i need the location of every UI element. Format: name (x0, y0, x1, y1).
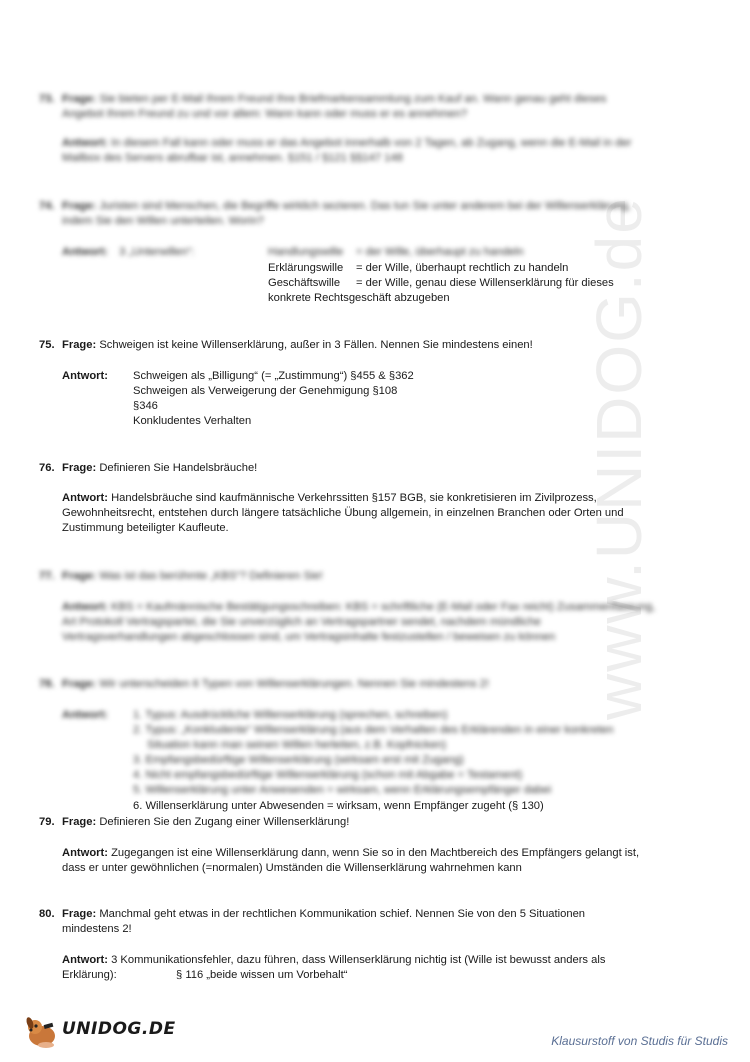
wille-term: Erklärungswille (268, 262, 344, 274)
watermark: www.UNIDOG.de (583, 196, 655, 720)
frage-text: Was ist das berühmte „KBS“? Definieren Sie! (99, 570, 323, 582)
answer-line: § 116 „beide wissen um Vorbehalt“ (176, 969, 348, 981)
answer-line: dass er unter gewöhnlichen (=normalen) Umständen die Willenserklärung wahrnehmen kann (62, 862, 522, 874)
answer-line: 4. Nicht empfangsbedürftige Willenserklärung (schon mit Abgabe = Testament) (133, 769, 523, 781)
antwort-label: Antwort: (62, 246, 108, 258)
answer-lines-blurred (133, 708, 673, 798)
wille-definition: = der Wille, genau diese Willenserklärung für dieses (356, 277, 614, 289)
frage-label: Frage: (62, 462, 97, 474)
answer-text (62, 136, 662, 166)
question-text (62, 907, 682, 937)
frage-label: Frage: (62, 908, 97, 920)
answer-line: Konkludentes Verhalten (133, 415, 252, 427)
question-text (62, 677, 682, 692)
question-text (62, 199, 662, 229)
frage-text: Schweigen ist keine Willenserklärung, außer in 3 Fällen. Nennen Sie mindestens einen! (99, 339, 533, 351)
question-number: 77. (39, 570, 55, 582)
question-text (62, 569, 682, 584)
wille-definition: = der Wille, überhaupt rechtlich zu handeln (356, 262, 569, 274)
wille-term: Handlungswille (268, 246, 344, 258)
answer-intro (62, 245, 194, 260)
answer-line: Antwort: Handelsbräuche sind kaufmännische Verkehrssitten §157 BGB, sie konkretisieren im Zivilprozess, (62, 492, 597, 504)
answer-line: Antwort: KBS = Kaufmännische Bestätigungsschreiben: KBS = schriftliche (E-Mail oder Fax reicht) Zusammenfassung, (62, 601, 656, 613)
answer-line: 1. Typus: Ausdrückliche Willenserklärung (sprechen, schreiben) (133, 709, 448, 721)
question-text (62, 92, 622, 122)
question-number: 76. (39, 462, 55, 474)
answer-lines (133, 369, 414, 429)
frage-text: Definieren Sie den Zugang einer Willenserklärung! (99, 816, 350, 828)
question-number: 75. (39, 339, 55, 351)
answer-line: Antwort: 3 Kommunikationsfehler, dazu führen, dass Willenserklärung nichtig ist (Wille ist bewusst anders als (62, 954, 606, 966)
antwort-label: Antwort: (62, 370, 108, 382)
question-number: 78. (39, 678, 55, 690)
answer-line-visible: 6. Willenserklärung unter Abwesenden = wirksam, wenn Empfänger zugeht (§ 130) (133, 800, 544, 812)
question-number: 74. (39, 200, 55, 212)
answer-line: 2. Typus: „Konkludente“ Willenserklärung (aus dem Verhalten des Erklärenden in einer konkreten (133, 724, 614, 736)
frage-label: Frage: (62, 678, 97, 690)
wille-definition: = der Wille, überhaupt zu handeln (356, 246, 524, 258)
answer-text (62, 953, 682, 968)
frage-label: Frage: (62, 339, 97, 351)
wille-definition-cont: konkrete Rechtsgeschäft abzugeben (268, 292, 450, 304)
answer-text (62, 600, 662, 645)
frage-label: Frage: (62, 200, 97, 212)
frage-text: Manchmal geht etwas in der rechtlichen Kommunikation schief. Nennen Sie von den 5 Situationen (99, 908, 586, 920)
dog-icon (22, 1014, 62, 1050)
frage-text: Sie bieten per E-Mail Ihrem Freund Ihre Briefmarkensammlung zum Kauf an. Wann genau geht dieses Angebot Ihrem Freund zu und vor allem: Wann kann oder muss er es annehmen? (62, 93, 607, 120)
question-number: 80. (39, 908, 55, 920)
frage-label: Frage: (62, 570, 97, 582)
answer-line: Schweigen als Verweigerung der Genehmigung §108 (133, 385, 398, 397)
answer-line: Art Protokoll Vertragspartei, die Sie unverzüglich an Vertragspartner sendet, nachdem mündliche (62, 616, 541, 628)
question-text (62, 815, 682, 830)
answer-line: Schweigen als „Billigung“ (= „Zustimmung“) §455 & §362 (133, 370, 414, 382)
answer-line: Erklärung): (62, 969, 117, 981)
answer-line: §346 (133, 400, 158, 412)
answer-line: Vertragsverhandlungen abgeschlossen sind, um Vertragsinhalte festzustellen / beweisen zu können (62, 631, 556, 643)
frage-text: Wir unterscheiden 6 Typen von Willenserklärungen. Nennen Sie mindestens 2! (99, 678, 490, 690)
question-text (62, 338, 682, 353)
frage-label: Frage: (62, 93, 97, 105)
answer-text (62, 846, 682, 876)
answer-line: Gewohnheitsrecht, entstehen durch längere tatsächliche Übung allgemein, in einzelnen Branchen oder Orten und (62, 507, 624, 519)
antwort-label: Antwort: (62, 137, 108, 149)
antwort-text: 3 „Unterwillen“: (119, 246, 195, 258)
logo-text: UNIDOG.DE (62, 1019, 176, 1039)
frage-text: Definieren Sie Handelsbräuche! (99, 462, 258, 474)
question-number: 79. (39, 816, 55, 828)
answer-line: 3. Empfangsbedürftige Willenserklärung (wirksam erst mit Zugang) (133, 754, 464, 766)
answer-line: Antwort: Zugegangen ist eine Willenserklärung dann, wenn Sie so in den Machtbereich des Empfängers gelangt ist, (62, 847, 640, 859)
answer-line: 5. Willenserklärung unter Anwesenden = wirksam, wenn Erklärungsempfänger dabei (133, 784, 552, 796)
frage-text: Juristen sind Menschen, die Begriffe wirklich sezieren. Das tun Sie unter anderem bei der Willenserklärung, indem Sie den Willen unterteilen. Worin? (62, 200, 631, 227)
antwort-text: In diesem Fall kann oder muss er das Angebot innerhalb von 2 Tagen, ab Zugang, wenn die E-Mail in der Mailbox des Servers abrufbar ist, annehmen. §151 / §121 §§147 148 (62, 137, 632, 164)
footer-tagline: Klausurstoff von Studis für Studis (551, 1034, 728, 1048)
unidog-logo (22, 1014, 176, 1050)
answer-text (62, 491, 682, 536)
answer-line: Situation kann man seinen Willen herleiten, z.B. Kopfnicken) (147, 739, 447, 751)
question-text (62, 461, 682, 476)
wille-term: Geschäftswille (268, 277, 341, 289)
answer-line: Zustimmung beteiligter Kaufleute. (62, 522, 229, 534)
frage-label: Frage: (62, 816, 97, 828)
antwort-label: Antwort: (62, 709, 108, 721)
question-number: 73. (39, 93, 55, 105)
frage-text: mindestens 2! (62, 923, 132, 935)
